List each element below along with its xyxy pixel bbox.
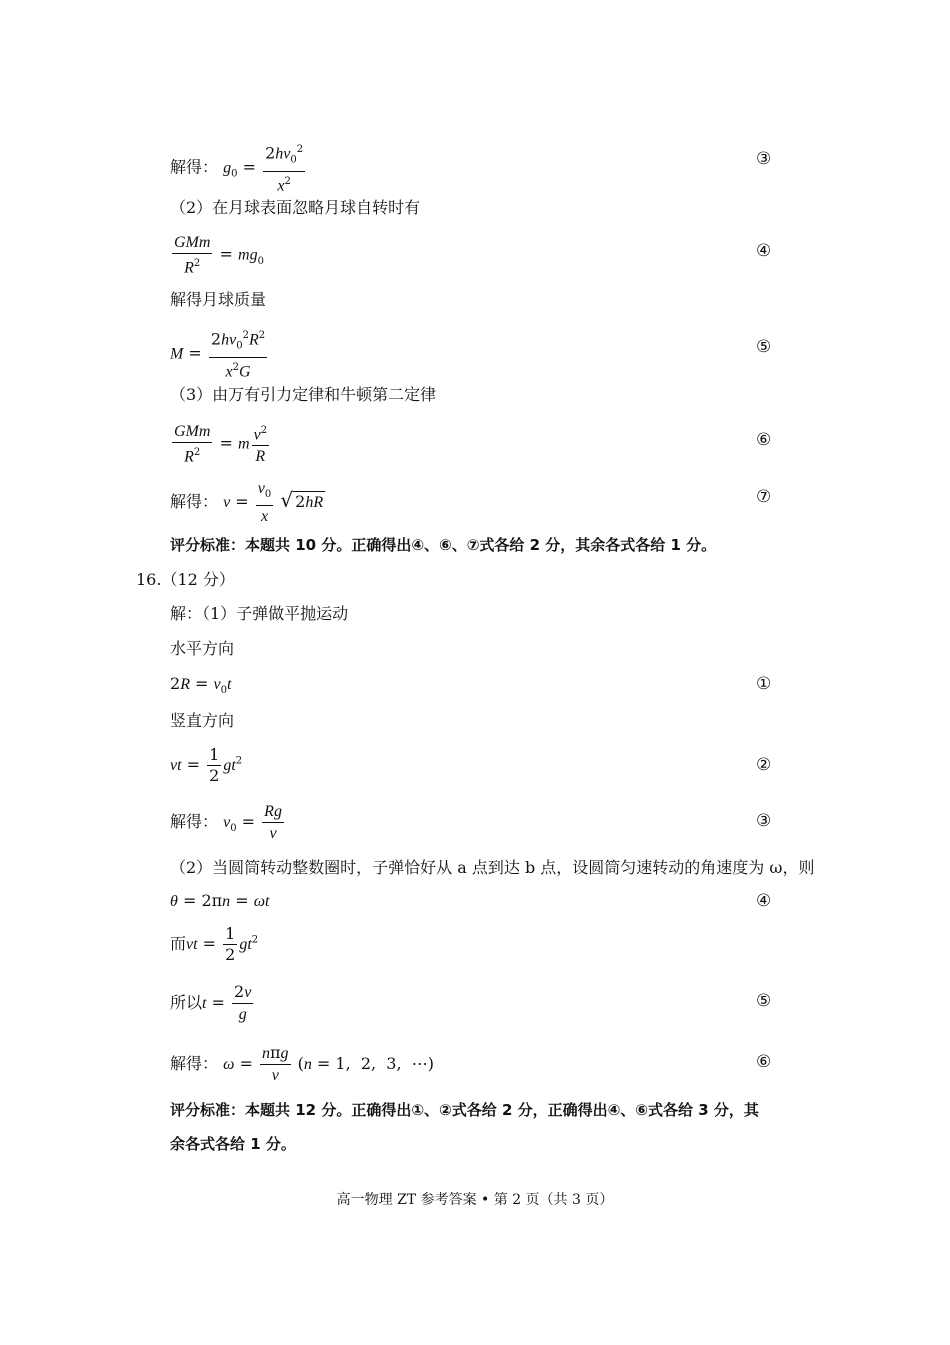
equation-marker: ④	[756, 891, 772, 911]
equation-5-mass: M = $\frac{2hv_0^2R^2}{x^2G}$	[170, 326, 269, 382]
part3-intro: （3）由万有引力定律和牛顿第二定律	[170, 385, 437, 404]
horizontal-direction-label: 水平方向	[170, 639, 235, 658]
equation-marker: ②	[756, 755, 772, 775]
equation-1: $2R = v_0t$	[170, 674, 232, 697]
q16-part2-intro: （2）当圆筒转动整数圈时，子弹恰好从 a 点到达 b 点，设圆筒匀速转动的角速度为 ω，则	[170, 858, 815, 877]
label-jiede: 解得：	[170, 492, 219, 512]
equation-4: $\frac{\text{GMm}}{R^2}$ = $mg_0$	[174, 234, 264, 277]
page-footer: 高一物理 ZT 参考答案 • 第 2 页（共 3 页）	[336, 1192, 614, 1208]
label-er: 而	[170, 934, 187, 953]
equation-marker: ⑦	[756, 487, 772, 507]
label-jiede: 解得：	[170, 812, 219, 831]
equation-marker: ⑥	[756, 430, 772, 450]
label-suoyi: 所以	[170, 993, 203, 1012]
equation-2: vt = $\frac{1}{2}$ $gt^2$	[170, 745, 243, 785]
question-16-heading: 16.（12 分）	[136, 570, 235, 589]
scoring-q16-line2: 余各式各给 1 分。	[170, 1135, 296, 1153]
equation-marker: ⑤	[756, 991, 772, 1011]
equation-6: $\frac{\text{GMm}}{R^2}$ = m $\frac{v^2}{R}$	[174, 423, 268, 466]
equation-3-v0: 解得： $v_0$ = $\frac{Rg}{v}$	[170, 803, 282, 842]
scoring-q16-line1: 评分标准：本题共 12 分。正确得出①、②式各给 2 分，正确得出④、⑥式各给 3 分，其	[170, 1101, 759, 1119]
scoring-q15: 评分标准：本题共 10 分。正确得出④、⑥、⑦式各给 2 分，其余各式各给 1 分。	[170, 536, 717, 554]
label-jiede: 解得：	[170, 1054, 219, 1073]
q16-part1-intro: 解：（1）子弹做平抛运动	[170, 604, 349, 623]
equation-marker: ③	[756, 149, 772, 169]
moon-mass-text: 解得月球质量	[170, 290, 267, 309]
equation-6-omega: 解得： ω = $\frac{\text{nπg}}{v}$ (n = 1, 2, 3, ⋯)	[170, 1043, 434, 1084]
equation-3-g0: 解得： $g_0$ = $\frac{2hv_0^2}{x^2}$	[170, 140, 307, 196]
equation-7-velocity: 解得： v = $\frac{v_0}{x}$ √ 2hR	[170, 480, 324, 526]
part2-intro: （2）在月球表面忽略月球自转时有	[170, 198, 421, 217]
equation-marker: ③	[756, 811, 772, 831]
equation-5-time: 所以t = $\frac{2v}{g}$	[170, 982, 252, 1023]
equation-vertical-repeat: 而vt = $\frac{1}{2}$ $gt^2$	[170, 924, 259, 964]
equation-marker: ④	[756, 241, 772, 261]
equation-marker: ⑥	[756, 1052, 772, 1072]
equation-marker: ①	[756, 674, 772, 694]
equation-4-theta: θ = 2πn = ωt	[170, 891, 270, 910]
vertical-direction-label: 竖直方向	[170, 711, 235, 730]
equation-marker: ⑤	[756, 337, 772, 357]
label-jiede: 解得：	[170, 157, 219, 177]
